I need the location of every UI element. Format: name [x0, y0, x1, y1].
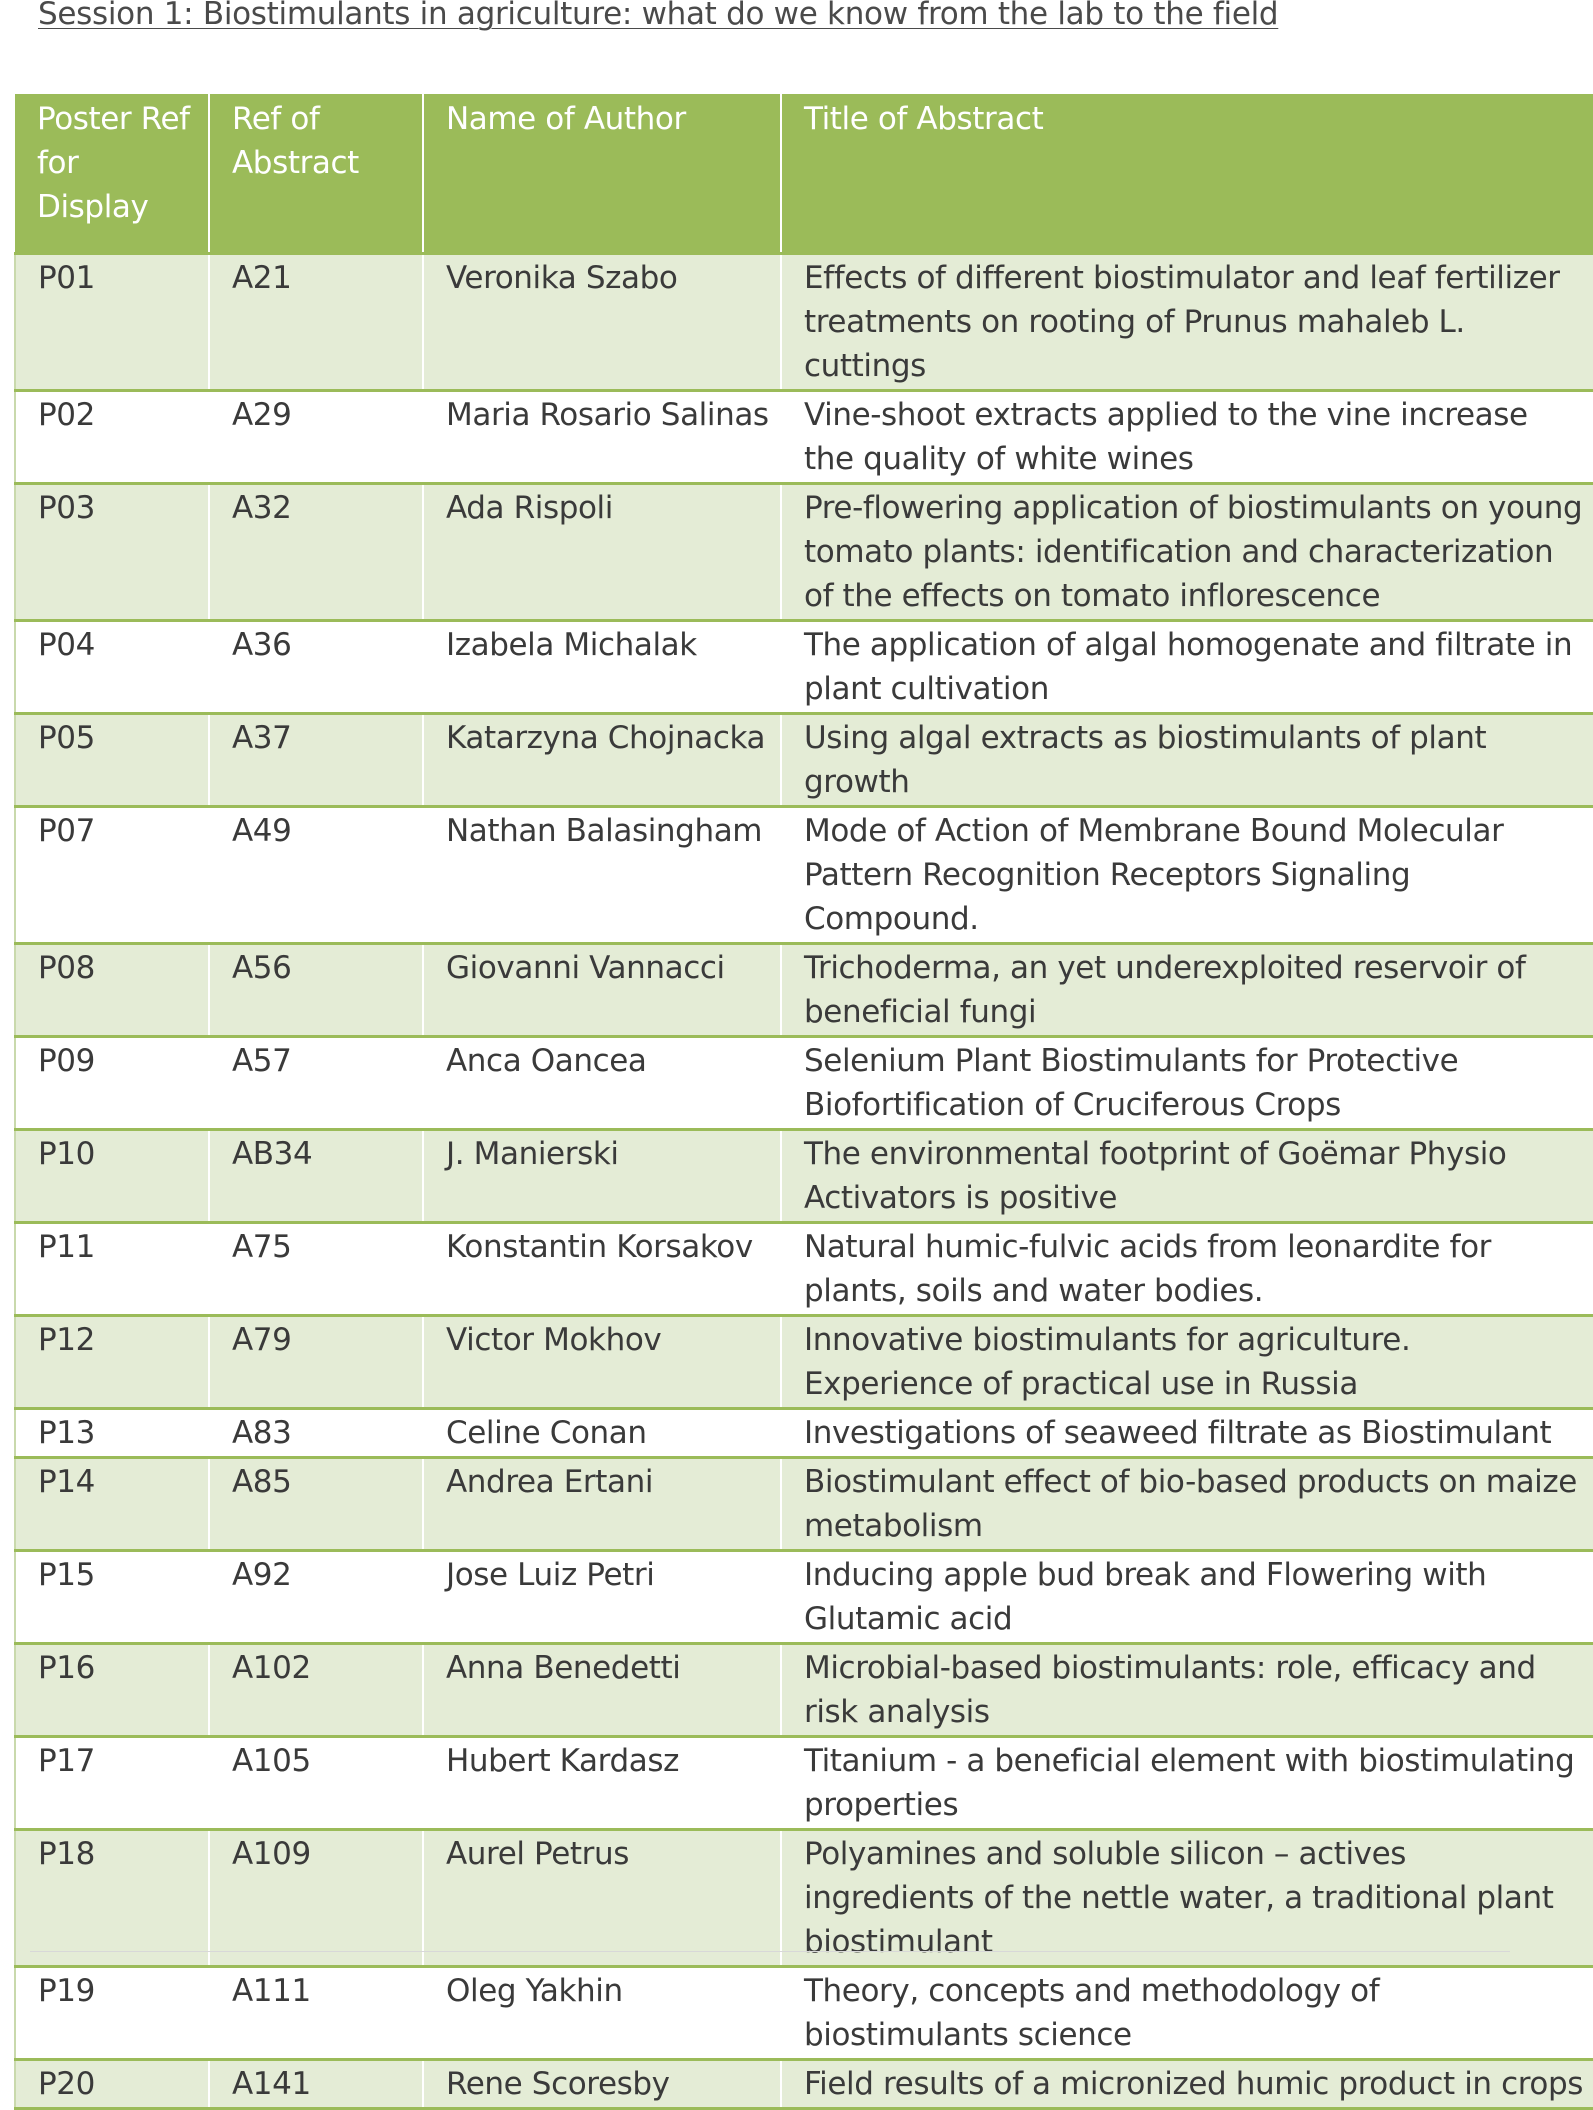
poster-ref-cell: P14 — [15, 1458, 209, 1551]
author-cell: Izabela Michalak — [423, 621, 781, 714]
header-row — [15, 94, 1593, 254]
poster-table — [14, 94, 1593, 2110]
table-row — [15, 1551, 1593, 1644]
title-cell: Field results of a micronized humic product in crops — [781, 2060, 1593, 2109]
table-body — [15, 254, 1593, 2109]
table-row — [15, 254, 1593, 391]
poster-ref-cell: P11 — [15, 1223, 209, 1316]
poster-ref-cell: P19 — [15, 1967, 209, 2060]
poster-ref-cell: P15 — [15, 1551, 209, 1644]
title-cell: Biostimulant effect of bio-based products on maize metabolism — [781, 1458, 1593, 1551]
title-cell: Titanium - a beneficial element with biostimulating properties — [781, 1737, 1593, 1830]
poster-ref-cell: P16 — [15, 1644, 209, 1737]
author-cell: J. Manierski — [423, 1130, 781, 1223]
table-row — [15, 1644, 1593, 1737]
abstract-ref-cell: A79 — [209, 1316, 423, 1409]
abstract-ref-cell: A92 — [209, 1551, 423, 1644]
table-row — [15, 1130, 1593, 1223]
author-cell: Oleg Yakhin — [423, 1967, 781, 2060]
table-row — [15, 944, 1593, 1037]
abstract-ref-cell: A49 — [209, 807, 423, 944]
title-cell: Trichoderma, an yet underexploited reservoir of beneficial fungi — [781, 944, 1593, 1037]
abstract-ref-cell: A109 — [209, 1830, 423, 1967]
title-cell: The environmental footprint of Goëmar Physio Activators is positive — [781, 1130, 1593, 1223]
poster-ref-cell: P05 — [15, 714, 209, 807]
abstract-ref-cell: A83 — [209, 1409, 423, 1458]
poster-ref-cell: P08 — [15, 944, 209, 1037]
abstract-ref-cell: A105 — [209, 1737, 423, 1830]
table-row — [15, 621, 1593, 714]
table-row — [15, 391, 1593, 484]
abstract-ref-cell: A102 — [209, 1644, 423, 1737]
session-title: Session 1: Biostimulants in agriculture: what do we know from the lab to the field — [38, 0, 1279, 32]
abstract-ref-cell: A75 — [209, 1223, 423, 1316]
author-cell: Ada Rispoli — [423, 484, 781, 621]
author-cell: Victor Mokhov — [423, 1316, 781, 1409]
abstract-ref-cell: A57 — [209, 1037, 423, 1130]
author-cell: Veronika Szabo — [423, 254, 781, 391]
author-cell: Andrea Ertani — [423, 1458, 781, 1551]
table-row — [15, 714, 1593, 807]
author-cell: Aurel Petrus — [423, 1830, 781, 1967]
table-row — [15, 1830, 1593, 1967]
poster-ref-cell: P04 — [15, 621, 209, 714]
abstract-ref-cell: A36 — [209, 621, 423, 714]
table-row — [15, 2060, 1593, 2109]
title-cell: Natural humic-fulvic acids from leonardite for plants, soils and water bodies. — [781, 1223, 1593, 1316]
author-cell: Katarzyna Chojnacka — [423, 714, 781, 807]
title-cell: Innovative biostimulants for agriculture. Experience of practical use in Russia — [781, 1316, 1593, 1409]
title-cell: Polyamines and soluble silicon – actives ingredients of the nettle water, a traditional plant biostimulant — [781, 1830, 1593, 1967]
header-abstract-ref: Ref of Abstract — [209, 94, 423, 254]
poster-ref-cell: P13 — [15, 1409, 209, 1458]
author-cell: Celine Conan — [423, 1409, 781, 1458]
author-cell: Jose Luiz Petri — [423, 1551, 781, 1644]
poster-ref-cell: P10 — [15, 1130, 209, 1223]
title-cell: Selenium Plant Biostimulants for Protective Biofortification of Cruciferous Crops — [781, 1037, 1593, 1130]
poster-ref-cell: P09 — [15, 1037, 209, 1130]
abstract-ref-cell: A32 — [209, 484, 423, 621]
title-cell: Inducing apple bud break and Flowering with Glutamic acid — [781, 1551, 1593, 1644]
table-row — [15, 1737, 1593, 1830]
title-cell: Vine-shoot extracts applied to the vine increase the quality of white wines — [781, 391, 1593, 484]
poster-ref-cell: P01 — [15, 254, 209, 391]
title-cell: Microbial-based biostimulants: role, efficacy and risk analysis — [781, 1644, 1593, 1737]
title-cell: Mode of Action of Membrane Bound Molecular Pattern Recognition Receptors Signaling Compound. — [781, 807, 1593, 944]
poster-ref-cell: P02 — [15, 391, 209, 484]
table-row — [15, 1409, 1593, 1458]
author-cell: Rene Scoresby — [423, 2060, 781, 2109]
abstract-ref-cell: A37 — [209, 714, 423, 807]
table-row — [15, 1316, 1593, 1409]
title-cell: Investigations of seaweed filtrate as Biostimulant — [781, 1409, 1593, 1458]
table-row — [15, 1223, 1593, 1316]
table-row — [15, 1458, 1593, 1551]
header-poster-ref: Poster Ref for Display — [15, 94, 209, 254]
author-cell: Nathan Balasingham — [423, 807, 781, 944]
author-cell: Hubert Kardasz — [423, 1737, 781, 1830]
poster-ref-cell: P18 — [15, 1830, 209, 1967]
title-cell: Effects of different biostimulator and leaf fertilizer treatments on rooting of Prunus mahaleb L. cuttings — [781, 254, 1593, 391]
table-row — [15, 807, 1593, 944]
poster-ref-cell: P12 — [15, 1316, 209, 1409]
poster-ref-cell: P03 — [15, 484, 209, 621]
table-row — [15, 484, 1593, 621]
header-author: Name of Author — [423, 94, 781, 254]
table-header — [15, 94, 1593, 254]
poster-ref-cell: P07 — [15, 807, 209, 944]
abstract-ref-cell: A141 — [209, 2060, 423, 2109]
abstract-ref-cell: A21 — [209, 254, 423, 391]
author-cell: Konstantin Korsakov — [423, 1223, 781, 1316]
author-cell: Anca Oancea — [423, 1037, 781, 1130]
title-cell: Pre-flowering application of biostimulants on young tomato plants: identification and characterization of the effects on tomato inflorescence — [781, 484, 1593, 621]
title-cell: Theory, concepts and methodology of biostimulants science — [781, 1967, 1593, 2060]
table-row — [15, 1037, 1593, 1130]
title-cell: Using algal extracts as biostimulants of plant growth — [781, 714, 1593, 807]
footer-divider — [30, 1951, 1510, 1952]
abstract-ref-cell: A29 — [209, 391, 423, 484]
header-title: Title of Abstract — [781, 94, 1593, 254]
table-row — [15, 1967, 1593, 2060]
abstract-ref-cell: A56 — [209, 944, 423, 1037]
abstract-ref-cell: AB34 — [209, 1130, 423, 1223]
author-cell: Maria Rosario Salinas — [423, 391, 781, 484]
poster-ref-cell: P17 — [15, 1737, 209, 1830]
title-cell: The application of algal homogenate and filtrate in plant cultivation — [781, 621, 1593, 714]
poster-ref-cell: P20 — [15, 2060, 209, 2109]
author-cell: Giovanni Vannacci — [423, 944, 781, 1037]
author-cell: Anna Benedetti — [423, 1644, 781, 1737]
abstract-ref-cell: A85 — [209, 1458, 423, 1551]
abstract-ref-cell: A111 — [209, 1967, 423, 2060]
